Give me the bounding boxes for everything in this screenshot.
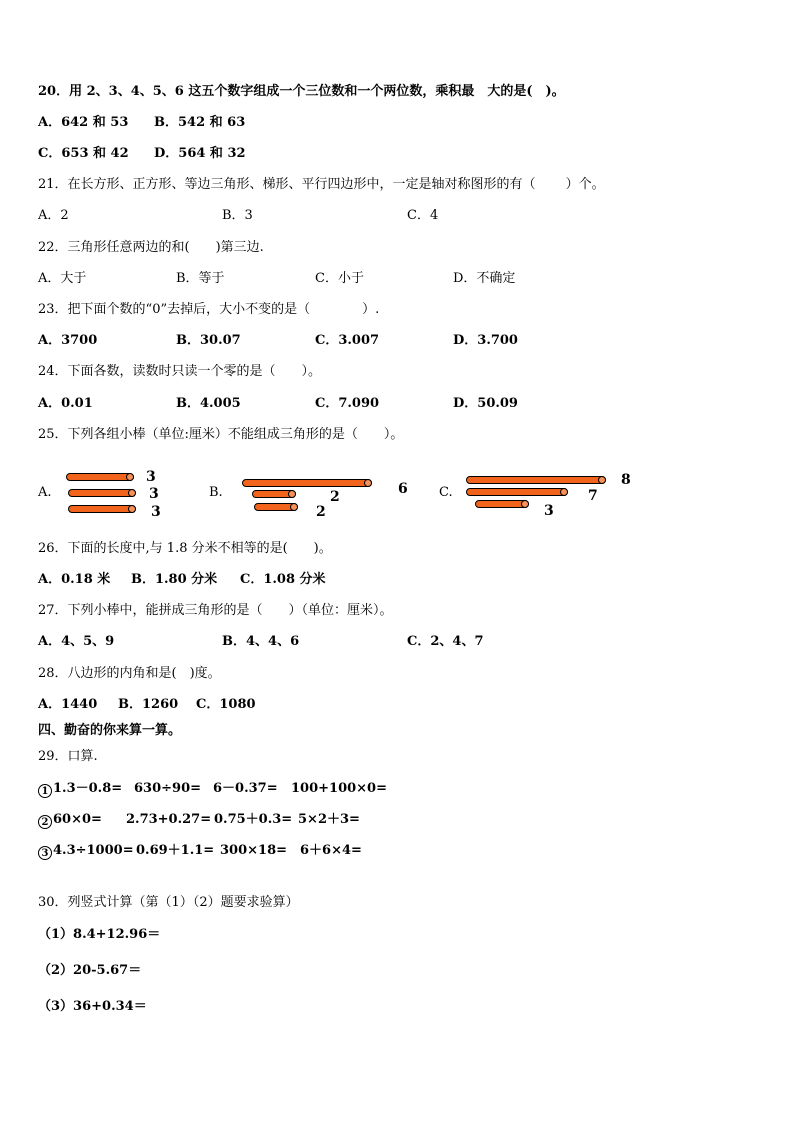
stick-a1 [66, 473, 134, 481]
question-24: 24．下面各数，读数时只读一个零的是（ ）。 [38, 364, 322, 379]
q22-option-d: D．不确定 [453, 271, 516, 286]
q20-option-c: C．653 和 42 [38, 146, 129, 161]
q28-option-c: C．1080 [196, 697, 256, 712]
row3-item-1: 4.3÷1000= [53, 843, 134, 858]
question-29: 29．口算. [38, 749, 98, 764]
q26-option-c: C．1.08 分米 [240, 572, 326, 587]
q25-option-b: B. [209, 485, 223, 500]
q25-option-a: A. [38, 485, 52, 500]
stick-b2-length: 2 [330, 489, 340, 505]
stick-b2 [252, 490, 296, 498]
mental-row-1 [38, 781, 122, 798]
row1-item-2: 630÷90= [134, 781, 202, 796]
q28-option-a: A．1440 [38, 697, 98, 712]
question-21: 21．在长方形、正方形、等边三角形、梯形、平行四边形中，一定是轴对称图形的有（ ）个。 [38, 177, 605, 192]
q28-option-b: B．1260 [118, 697, 179, 712]
q22-option-a: A．大于 [38, 271, 87, 286]
q21-option-a: A．2 [38, 208, 69, 223]
q21-option-c: C．4 [407, 208, 439, 223]
stick-c3-length: 3 [544, 503, 554, 519]
row3-item-4: 6＋6×4= [300, 843, 362, 858]
q25-option-c: C. [439, 485, 453, 500]
stick-a2-length: 3 [149, 486, 159, 502]
row2-item-3: 0.75＋0.3= [214, 812, 293, 827]
q20-option-a: A．642 和 53 [38, 115, 129, 130]
question-30: 30．列竖式计算（第（1）（2）题要求验算） [38, 895, 299, 910]
stick-c1-length: 8 [621, 472, 631, 488]
row3-item-3: 300×18= [220, 843, 288, 858]
question-27: 27．下列小棒中，能拼成三角形的是（ ）（单位：厘米）。 [38, 603, 393, 618]
stick-a2 [68, 489, 136, 497]
mental-row-2 [38, 812, 102, 829]
q30-part-2: （2）20-5.67＝ [38, 963, 142, 978]
mental-row-3 [38, 843, 134, 860]
question-26: 26．下面的长度中,与 1.8 分米不相等的是( )。 [38, 541, 332, 556]
stick-c3 [475, 500, 529, 508]
q23-option-a: A．3700 [38, 333, 98, 348]
stick-c2-length: 7 [588, 488, 598, 504]
q27-option-c: C．2、4、7 [407, 634, 484, 649]
stick-a3-length: 3 [151, 504, 161, 520]
section-heading: 四、勤奋的你来算一算。 [38, 723, 182, 738]
row1-item-1: 1.3－0.8= [53, 781, 123, 796]
stick-a3 [68, 505, 136, 513]
q20-option-d: D．564 和 32 [154, 146, 246, 161]
q24-option-d: D．50.09 [453, 396, 518, 411]
row3-item-2: 0.69＋1.1= [136, 843, 215, 858]
stick-b1 [242, 479, 372, 487]
q20-option-b: B．542 和 63 [154, 115, 246, 130]
q21-option-b: B．3 [222, 208, 253, 223]
q22-option-c: C．小于 [315, 271, 364, 286]
row1-item-4: 100+100×0= [291, 781, 387, 796]
stick-b3 [254, 503, 298, 511]
circle-number-1: 1 [38, 784, 52, 798]
q24-option-c: C．7.090 [315, 396, 380, 411]
row1-item-3: 6－0.37= [213, 781, 278, 796]
stick-b1-length: 6 [398, 481, 408, 497]
row2-item-2: 2.73+0.27= [126, 812, 212, 827]
stick-a1-length: 3 [146, 469, 156, 485]
q27-option-a: A．4、5、9 [38, 634, 115, 649]
q26-option-b: B．1.80 分米 [131, 572, 218, 587]
question-25: 25．下列各组小棒（单位:厘米）不能组成三角形的是（ ）。 [38, 427, 404, 442]
question-28: 28．八边形的内角和是( )度。 [38, 666, 221, 681]
q23-option-c: C．3.007 [315, 333, 380, 348]
q22-option-b: B．等于 [176, 271, 225, 286]
stick-b3-length: 2 [316, 504, 326, 520]
q30-part-1: （1）8.4+12.96＝ [38, 927, 161, 942]
q30-part-3: （3）36+0.34＝ [38, 999, 147, 1014]
q23-option-d: D．3.700 [453, 333, 518, 348]
q27-option-b: B．4、4、6 [222, 634, 300, 649]
q24-option-a: A．0.01 [38, 396, 93, 411]
stick-c1 [466, 476, 606, 484]
row2-item-1: 60×0= [53, 812, 102, 827]
q23-option-b: B．30.07 [176, 333, 241, 348]
question-23: 23．把下面个数的“0”去掉后，大小不变的是（ ）. [38, 302, 380, 317]
q24-option-b: B．4.005 [176, 396, 241, 411]
q26-option-a: A．0.18 米 [38, 572, 111, 587]
question-20: 20．用 2、3、4、5、6 这五个数字组成一个三位数和一个两位数，乘积最 大的是( )。 [38, 84, 565, 99]
row2-item-4: 5×2＋3= [298, 812, 360, 827]
circle-number-3: 3 [38, 846, 52, 860]
circle-number-2: 2 [38, 815, 52, 829]
stick-c2 [466, 488, 568, 496]
question-22: 22．三角形任意两边的和( )第三边. [38, 240, 264, 255]
